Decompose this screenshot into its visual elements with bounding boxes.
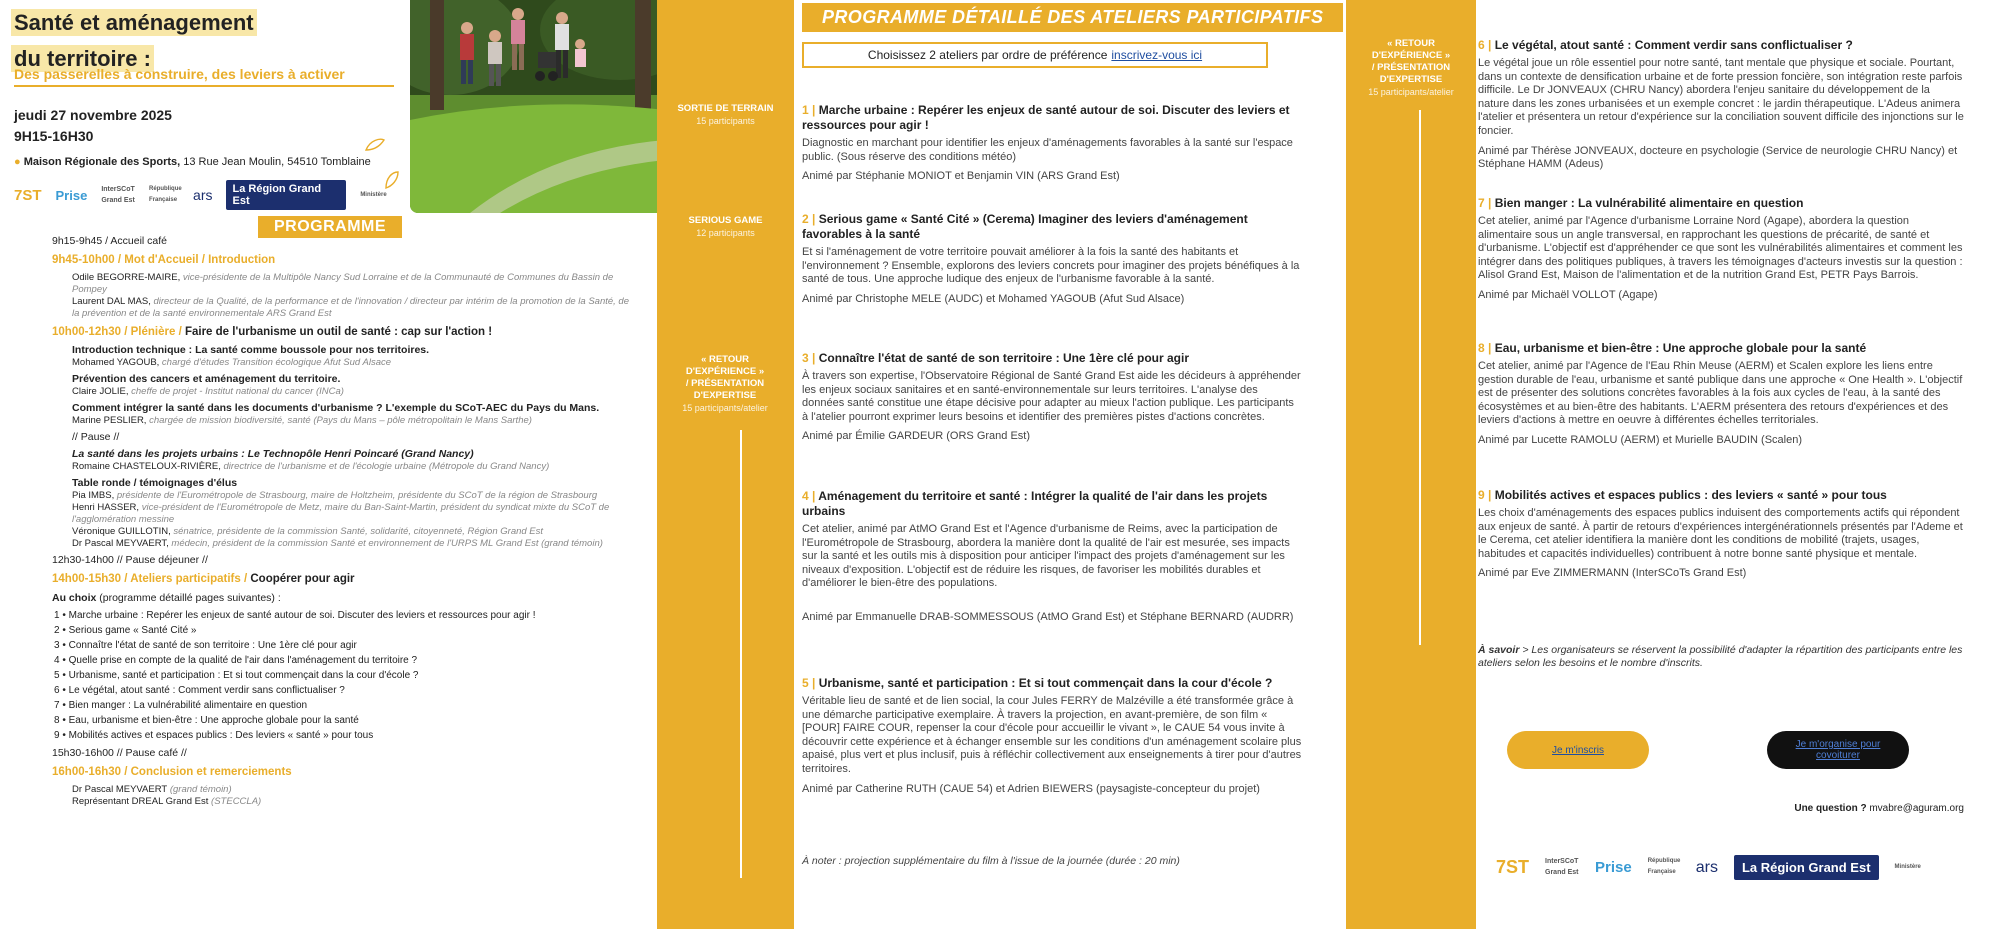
workshop-animator: Animé par Christophe MELE (AUDC) et Mohamed YAGOUB (Afut Sud Alsace) [802,292,1185,305]
choose-text: Choisissez 2 ateliers par ordre de préférence [867,48,1108,62]
workshop-1 [802,103,1302,184]
workshop-7 [1478,196,1964,303]
list-item: 6 • Le végétal, atout santé : Comment verdir sans conflictualiser ? [54,685,345,696]
workshop-animator: Animé par Eve ZIMMERMANN (InterSCoTs Grand Est) [1478,567,1747,580]
workshop-text: Le végétal joue un rôle essentiel pour notre santé, tant mentale que physique et sociale. Pourtant, dans un contexte de densification urbaine et de forte pression foncière, son intégration reste parfois difficile. Le Dr JONVEAUX (CHRU Nancy) abordera l'enjeu sanitaire du développement de la nature dans les zones urbanisées et un exemple concret : le jardin thérapeutique. L'Adeus animera l'atelier et présentera un retour d'expérience sur la conciliation souvent difficile des injonctions sur le foncier. [1478,57,1964,137]
savoir-note: À savoir > Les organisateurs se réservent la possibilité d'adapter la répartition des participants entre les ateliers selon les besoins et le nombre d'inscrits. [1478,644,1963,669]
workshop-4 [802,489,1302,625]
pause: // Pause // [72,431,120,443]
list-item: 2 • Serious game « Santé Cité » [54,625,197,636]
partner-logos-right [1496,850,1966,884]
leaf-icon [364,138,386,152]
logo-republique: République Française [1647,858,1681,875]
opening-speakers [72,272,632,320]
agenda-workshops: 14h00-15h30 / Ateliers participatifs / Coopérer pour agir [52,573,355,585]
closing-speakers: Dr Pascal MEYVAERT (grand témoin) Représentant DREAL Grand Est (STECCLA) [72,784,262,807]
venue-address: 13 Rue Jean Moulin, 54510 Tomblaine [180,156,371,168]
workshop-title: 7 | Bien manger : La vulnérabilité alimentaire en question [1478,196,1804,210]
workshop-animator: Animé par Lucette RAMOLU (AERM) et Murielle BAUDIN (Scalen) [1478,433,1802,446]
logo-interscot: InterSCoT Grand Est [101,186,135,204]
workshop-title: 1 | Marche urbaine : Repérer les enjeux de santé autour de soi. Discuter des leviers et ressources pour agir ! [802,103,1290,132]
choose-box [802,42,1268,68]
band-label-expertise: « RETOUR D'EXPÉRIENCE » / PRÉSENTATION D'EXPERTISE 15 participants/atelier [682,354,768,413]
logo-ministere: Ministère [1894,863,1921,870]
logo-ars: ars [193,186,213,203]
logo-grand-est: La Région Grand Est [1734,855,1879,880]
logo-7st: 7ST [1496,856,1530,877]
carpool-button[interactable]: Je m'organise pour covoiturer [1767,731,1909,769]
list-item: 5 • Urbanisme, santé et participation : Et si tout commençait dans la cour d'école ? [54,670,419,681]
workshop-9 [1478,488,1964,581]
band-label-field: SORTIE DE TERRAIN 15 participants [677,103,774,126]
contact-line: Une question ? mvabre@aguram.org [1794,803,1964,814]
workshop-title: 9 | Mobilités actives et espaces publics : des leviers « santé » pour tous [1478,488,1887,502]
technopole-item: La santé dans les projets urbains : Le Technopôle Henri Poincaré (Grand Nancy) Romaine CHASTELOUX-RIVIÈRE, directrice de l'urbanisme et de l'écologie urbaine (Métropole du Grand Nancy) [72,448,550,472]
logo-prise: Prise [1595,858,1632,876]
plenary-item: Comment intégrer la santé dans les documents d'urbanisme ? L'exemple du SCoT-AEC du Pays du Mans. Marine PESLIER, chargée de mission biodiversité, santé (Pays du Mans – pôle métropolitain le Mans Sarthe) [72,402,600,426]
park-photo [410,0,665,213]
list-item: 3 • Connaître l'état de santé de son territoire : Une 1ère clé pour agir [54,640,357,651]
list-item: 9 • Mobilités actives et espaces publics : Des leviers « santé » pour tous [54,730,374,741]
workshop-3 [802,351,1302,444]
band-label-expertise: « RETOUR D'EXPÉRIENCE » / PRÉSENTATION D'EXPERTISE 15 participants/atelier [1368,38,1454,97]
register-link[interactable]: inscrivez-vous ici [1111,48,1203,62]
agenda-lunch: 12h30-14h00 // Pause déjeuner // [52,554,208,566]
agenda [52,235,632,808]
band-label-game: SERIOUS GAME 12 participants [688,215,763,238]
logo-ars: ars [1695,858,1718,876]
workshop-text: Cet atelier, animé par l'Agence de l'Eau Rhin Meuse (AERM) et Scalen explore les liens entre gestion durable de l'eau, urbanisme et santé publique dans une approche « One Health ». L'objectif est de présenter des solutions concrètes favorables à la fois aux cycles de l'eau, à la santé des écosystèmes et au bien-être des habitants. L'AERM présentera des retours d'expériences et des leviers d'actions à mettre en oeuvre à différentes échelles territoriales. [1478,360,1963,427]
agenda-plenary: 10h00-12h30 / Plénière / Faire de l'urbanisme un outil de santé : cap sur l'action ! [52,326,493,338]
plenary-item: Introduction technique : La santé comme boussole pour nos territoires. Mohamed YAGOUB, chargé d'études Transition écologique Afut Sud Alsace [72,344,430,368]
event-subtitle: Des passerelles à construire, des leviers à activer [14,66,394,87]
logo-prise: Prise [55,187,88,203]
event-time: 9H15-16H30 [14,128,94,144]
workshop-title: 5 | Urbanisme, santé et participation : Et si tout commençait dans la cour d'école ? [802,676,1273,690]
event-venue [14,155,371,169]
workshop-text: Diagnostic en marchant pour identifier les enjeux d'aménagements favorables à la santé sur l'espace public. (Sous réserve des conditions météo) [802,137,1293,163]
workshop-animator: Animé par Émilie GARDEUR (ORS Grand Est) [802,430,1030,443]
logo-republique: République Française [149,186,182,203]
band-divider-line [740,430,742,878]
logo-7st: 7ST [14,186,42,204]
list-item: 8 • Eau, urbanisme et bien-être : Une approche globale pour la santé [54,715,359,726]
logo-grand-est: La Région Grand Est [226,180,346,210]
workshop-choice-list [54,608,632,743]
workshop-text: Cet atelier, animé par l'Agence d'urbanisme Lorraine Nord (Agape), abordera la question alimentaire sous un angle transversal, en rapprochant les questions de précarité, de santé et d'urbanisme. L'objectif est d'appréhender ce que sont les vulnérabilités alimentaires et comment les intégrer dans des politiques publiques, à travers les témoignages d'acteurs investis sur la question : Alisol Grand Est, Maison de l'alimentation et de la nutrition Grand Est, PETR Pays Barrois. [1478,215,1963,282]
agenda-opening: 9h45-10h00 / Mot d'Accueil / Introduction [52,254,276,266]
workshop-animator: Animé par Emmanuelle DRAB-SOMMESSOUS (AtMO Grand Est) et Stéphane BERNARD (AUDRR) [802,610,1294,623]
list-item: 7 • Bien manger : La vulnérabilité alimentaire en question [54,700,308,711]
workshop-animator: Animé par Michaël VOLLOT (Agape) [1478,288,1658,301]
workshop-title: 8 | Eau, urbanisme et bien-être : Une approche globale pour la santé [1478,341,1867,355]
workshop-text: Cet atelier, animé par AtMO Grand Est et l'Agence d'urbanisme de Reims, avec la participation de l'Eurométropole de Strasbourg, abordera la manière dont la qualité de l'air est mesurée, ses impacts sur la santé et les outils mis à disposition pour anticiper l'impact des projets d'aménagement sur les niveaux d'exposition. L'objectif est de réduire les risques, de favoriser les mobilités durables et d'améliorer le bien-être des populations. [802,523,1290,590]
workshop-animator: Animé par Catherine RUTH (CAUE 54) et Adrien BIEWERS (paysagiste-concepteur du projet) [802,782,1260,795]
location-pin-icon: ● [14,156,21,168]
film-note: À noter : projection supplémentaire du film à l'issue de la journée (durée : 20 min) [802,855,1180,867]
choice-intro: Au choix (programme détaillé pages suivantes) : [52,592,281,604]
programme-label: PROGRAMME [258,216,402,238]
workshop-animator: Animé par Thérèse JONVEAUX, docteure en psychologie (Service de neurologie CHRU Nancy) et Stéphane HAMM (Adeus) [1478,144,1958,171]
agenda-pause2: 15h30-16h00 // Pause café // [52,747,187,759]
agenda-welcome: 9h15-9h45 / Accueil café [52,235,167,247]
logo-ministere: Ministère [360,191,387,198]
plenary-item: Prévention des cancers et aménagement du territoire. Claire JOLIE, cheffe de projet - Institut national du cancer (INCa) [72,373,344,397]
detail-title: PROGRAMME DÉTAILLÉ DES ATELIERS PARTICIPATIFS [802,3,1343,32]
workshop-title: 6 | Le végétal, atout santé : Comment verdir sans conflictualiser ? [1478,38,1853,52]
list-item: 1 • Marche urbaine : Repérer les enjeux de santé autour de soi. Discuter des leviers et ressources pour agir ! [54,610,536,621]
workshop-6 [1478,38,1964,172]
workshop-type-band-right [1346,0,1476,929]
speaker: Odile BEGORRE-MAIRE, vice-présidente de la Multipôle Nancy Sud Lorraine et de la Communauté de Communes du Bassin de Pompey [72,272,614,295]
workshop-animator: Animé par Stéphanie MONIOT et Benjamin VIN (ARS Grand Est) [802,170,1120,183]
register-button[interactable]: Je m'inscris [1507,731,1649,769]
title-line-1: Santé et aménagement [11,9,257,36]
workshop-2 [802,212,1302,306]
list-item: 4 • Quelle prise en compte de la qualité de l'air dans l'aménagement du territoire ? [54,655,418,666]
agenda-closing: 16h00-16h30 / Conclusion et remerciements [52,766,292,778]
band-divider-line [1419,110,1421,645]
partner-logos [14,180,394,210]
speaker: Laurent DAL MAS, directeur de la Qualité, de la performance et de l'innovation / directeur par intérim de la promotion de la Santé, de la prévention et de la santé environnementale ARS Grand Est [72,296,629,319]
workshop-text: À travers son expertise, l'Observatoire Régional de Santé Grand Est aide les décideurs à appréhender les enjeux sociaux sanitaires et en santé-environnementale sur leurs territoires. L'analyse des données santé constitue une étape décisive pour adapter au mieux l'action publique. Les participants à l'atelier pourront exprimer leurs besoins et identifier des premières pistes d'actions concrètes. [802,370,1301,423]
logo-interscot: InterSCoT Grand Est [1545,858,1579,876]
workshop-type-band [657,0,794,929]
round-table: Table ronde / témoignages d'élus Pia IMBS, présidente de l'Eurométropole de Strasbourg, maire de Holtzheim, présidente du SCoT de la région de Strasbourg Henri HASSER, vice-président de l'Eurométropole de Metz, maire du Ban-Saint-Martin, président du syndicat mixte du SCoT de l'agglomération messine Véronique GUILLOTIN, sénatrice, présidente de la commission Santé, solidarité, citoyenneté, Région Grand Est Dr Pascal MEYVAERT, médecin, président de la commission Santé et environnement de l'URPS ML Grand Est (grand témoin) [72,477,610,549]
workshop-title: 2 | Serious game « Santé Cité » (Cerema) Imaginer des leviers d'aménagement favorables à la santé [802,212,1248,241]
workshop-text: Les choix d'aménagements des espaces publics induisent des comportements actifs qui répondent aux enjeux de santé. À partir de retours d'expériences intergénérationnels présentés par l'Ademe et le Cerema, cet atelier identifiera la manière dont les conditions de mobilité (trajets, usages, habitudes et capacités individuelles) contribuent à notre bonne santé physique et mentale. [1478,507,1963,560]
workshop-8 [1478,341,1964,448]
page-left [0,0,665,929]
venue-name: Maison Régionale des Sports, [23,156,181,168]
workshop-text: Véritable lieu de santé et de lien social, la cour Jules FERRY de Malzéville a été transformée grâce à une démarche participative exemplaire. À travers la projection, en avant-première, de son film « [POUR] FAIRE COUR, repenser la cour d'école pour accueillir le vivant », le CAUE 54 vous invite à découvrir cette expérience et à échanger ensemble sur les conditions d'un aménagement scolaire plus apaisé, plus vert et plus inclusif, puis à réfléchir collectivement aux enseignements à tirer pour d'autres territoires. [802,695,1302,775]
workshop-title: 3 | Connaître l'état de santé de son territoire : Une 1ère clé pour agir [802,351,1189,365]
event-date: jeudi 27 novembre 2025 [14,107,172,123]
workshop-text: Et si l'aménagement de votre territoire pouvait améliorer à la fois la santé des habitants et l'environnement ? Ensemble, explorons des leviers concrets pour imaginer des projets bénéfiques à la santé de tous. Une approche ludique des enjeux de l'urbanisme favorable à la santé. [802,246,1300,286]
workshop-5 [802,676,1302,796]
title-line-2: du territoire : [11,45,154,72]
workshop-title: 4 | Aménagement du territoire et santé : Intégrer la qualité de l'air dans les projets urbains [802,489,1268,518]
